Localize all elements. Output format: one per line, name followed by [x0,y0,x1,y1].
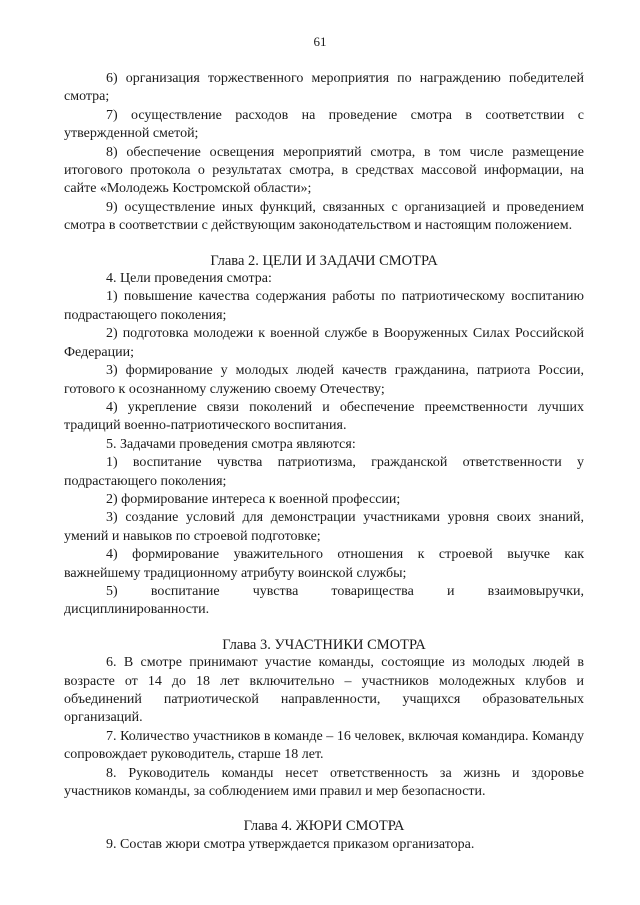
list-item: 9) осуществление иных функций, связанных с организацией и проведением смотра в соответствии с действующим законодательством и настоящим положением. [64,199,584,234]
list-item: 3) формирование у молодых людей качеств гражданина, патриота России, готового к осознанному служению своему Отечеству; [64,363,584,397]
list-item: 1) воспитание чувства патриотизма, гражданской ответственности у подрастающего поколения; [64,455,584,489]
list-item: 2) формирование интереса к военной профессии; [106,491,401,507]
paragraph: 7. Количество участников в команде – 16 человек, включая командира. Команду сопровождает руководитель, старше 18 лет. [64,728,584,763]
list-item: 4) формирование уважительного отношения к строевой выучке как важнейшему традиционному атрибуту воинской службы; [64,547,584,581]
list-item: 3) создание условий для демонстрации участниками уровня своих знаний, умений и навыков по строевой подготовке; [64,510,584,544]
chapter-3-title: Глава 3. УЧАСТНИКИ СМОТРА [222,636,426,653]
list-item: 4) укрепление связи поколений и обеспечение преемственности лучших традиций военно-патриотического воспитания. [64,399,584,434]
page-number: 61 [313,34,327,49]
paragraph: 8. Руководитель команды несет ответственность за жизнь и здоровье участников команды, за соблюдением ими правил и мер безопасности. [64,765,584,800]
list-item: 7) осуществление расходов на проведение смотра в соответствии с утвержденной сметой; [64,107,584,142]
goals-intro: 4. Цели проведения смотра: [106,271,272,287]
chapter-4-title: Глава 4. ЖЮРИ СМОТРА [243,818,405,835]
page-body [64,70,584,854]
list-item: 5) воспитание чувства товарищества и взаимовыручки, дисциплинированности. [64,583,584,618]
list-item: 6) организация торжественного мероприятия по награждению победителей смотра; [64,71,584,105]
paragraph: 6. В смотре принимают участие команды, состоящие из молодых людей в возрасте от 14 до 18 лет включительно – участников молодежных клубов и объединений патриотической направленности, учащихся образовательных организаций. [64,655,584,726]
list-item: 1) повышение качества содержания работы по патриотическому воспитанию подрастающего поколения; [64,289,584,323]
chapter-2-title: Глава 2. ЦЕЛИ И ЗАДАЧИ СМОТРА [210,252,438,269]
tasks-intro: 5. Задачами проведения смотра являются: [106,436,356,452]
list-item: 8) обеспечение освещения мероприятий смотра, в том числе размещение итогового протокола о результатах смотра, в средствах массовой информации, на сайте «Молодежь Костромской области»; [64,144,584,197]
paragraph: 9. Состав жюри смотра утверждается приказом организатора. [106,836,475,852]
list-item: 2) подготовка молодежи к военной службе в Вооруженных Силах Российской Федерации; [64,326,584,360]
